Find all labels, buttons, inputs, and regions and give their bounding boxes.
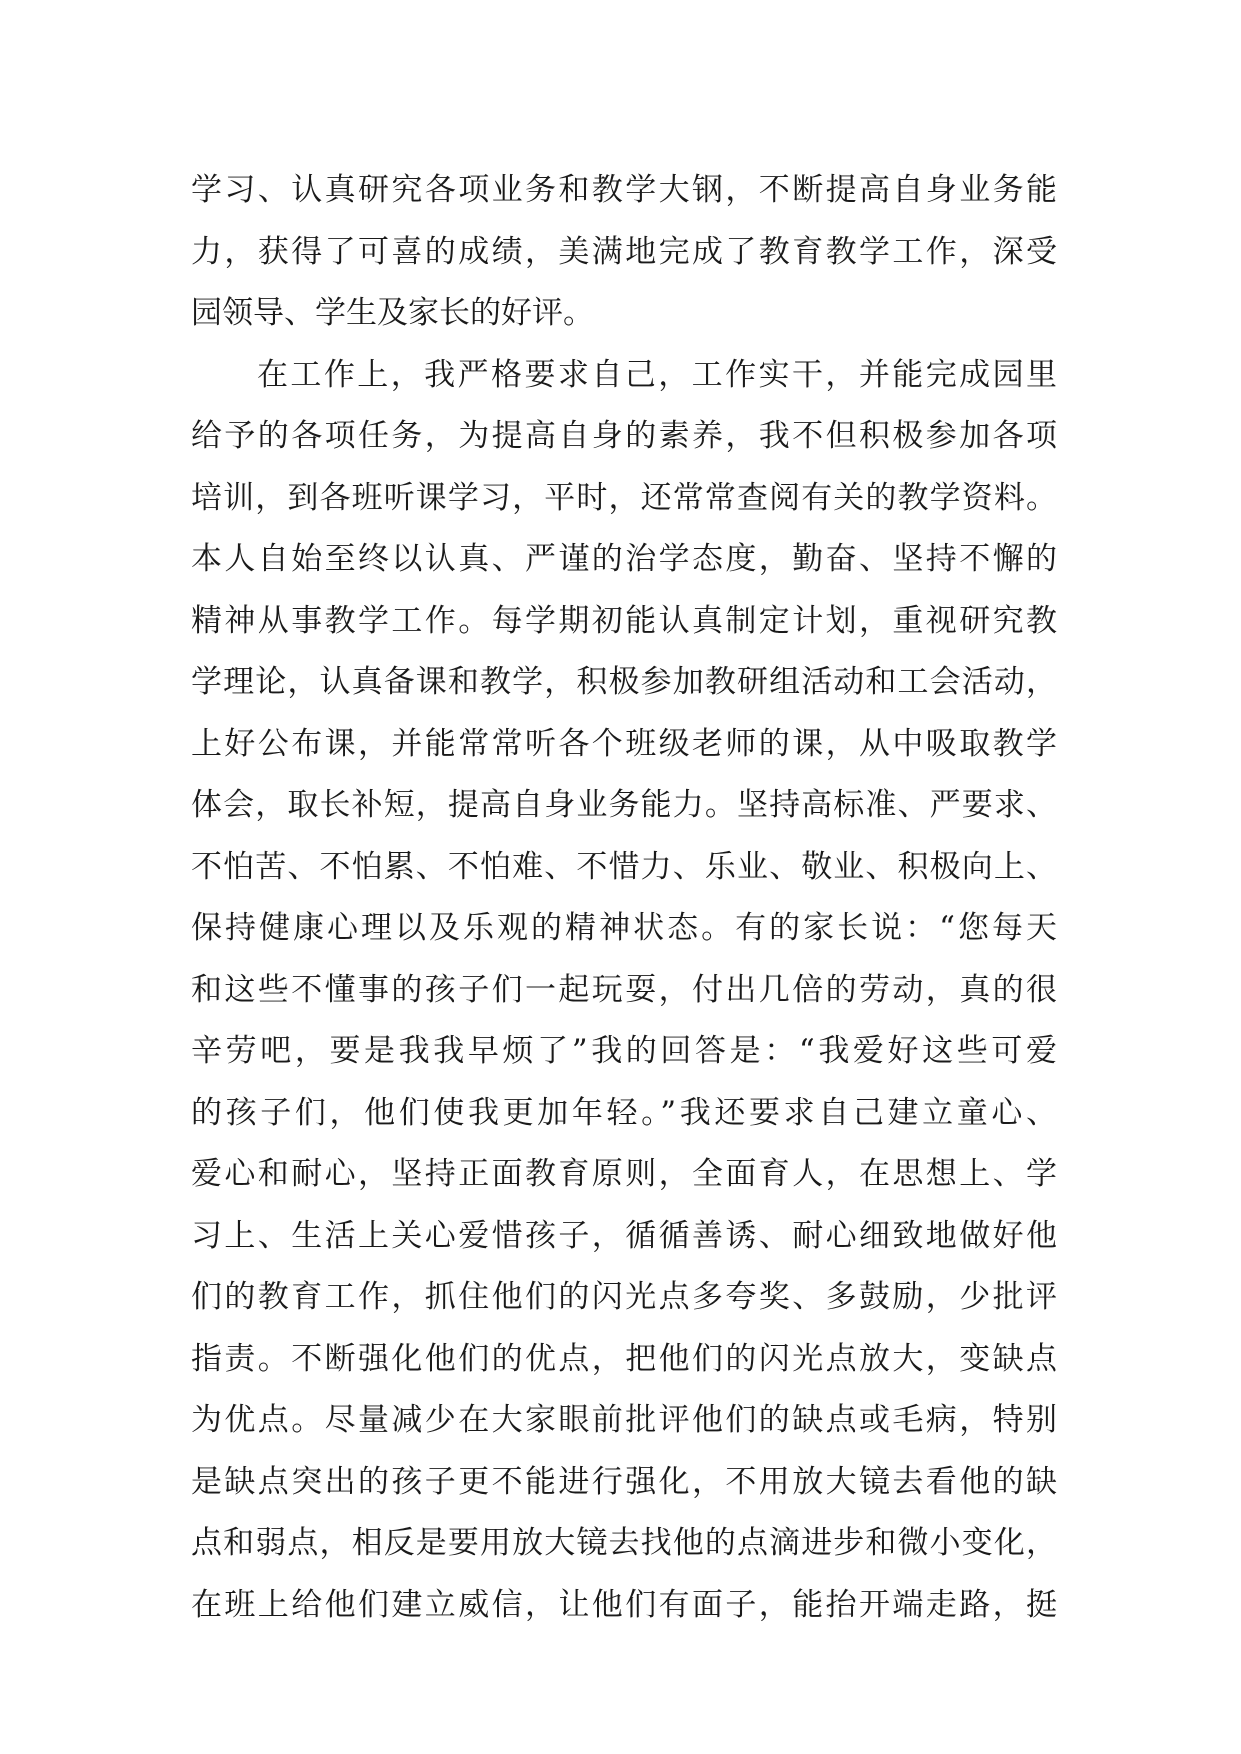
text-line: 上好公布课，并能常常听各个班级老师的课，从中吸取教学 [191, 725, 1057, 762]
text-line: 不怕苦、不怕累、不怕难、不惜力、乐业、敬业、积极向上、 [191, 848, 1057, 885]
text-line: 辛劳吧，要是我我早烦了”我的回答是：“我爱好这些可爱 [191, 1033, 1057, 1069]
text-line: 本人自始至终以认真、严谨的治学态度，勤奋、坚持不懈的 [191, 541, 1057, 577]
body-text [191, 160, 1057, 1636]
text-line: 们的教育工作，抓住他们的闪光点多夸奖、多鼓励，少批评 [191, 1279, 1057, 1315]
paragraph [191, 345, 1057, 1637]
text-line: 是缺点突出的孩子更不能进行强化，不用放大镜去看他的缺 [191, 1463, 1057, 1500]
text-line: 爱心和耐心，坚持正面教育原则，全面育人，在思想上、学 [191, 1156, 1057, 1192]
text-line: 习上、生活上关心爱惜孩子，循循善诱、耐心细致地做好他 [191, 1217, 1057, 1254]
text-line: 学理论，认真备课和教学，积极参加教研组活动和工会活动， [191, 664, 1057, 700]
text-line: 给予的各项任务，为提高自身的素养，我不但积极参加各项 [191, 418, 1057, 454]
text-line: 体会，取长补短，提高自身业务能力。坚持高标准、严要求、 [191, 787, 1057, 823]
text-line: 园领导、学生及家长的好评。 [191, 295, 594, 331]
text-line: 点和弱点，相反是要用放大镜去找他的点滴进步和微小变化， [191, 1525, 1057, 1561]
text-line: 培训，到各班听课学习，平时，还常常查阅有关的教学资料。 [191, 479, 1057, 516]
text-line: 力，获得了可喜的成绩，美满地完成了教育教学工作，深受 [191, 233, 1057, 270]
text-line: 保持健康心理以及乐观的精神状态。有的家长说：“您每天 [191, 910, 1057, 946]
text-line: 指责。不断强化他们的优点，把他们的闪光点放大，变缺点 [191, 1340, 1057, 1377]
text-line: 为优点。尽量减少在大家眼前批评他们的缺点或毛病，特别 [191, 1402, 1057, 1438]
text-line: 在工作上，我严格要求自己，工作实干，并能完成园里 [257, 356, 1057, 393]
text-line: 和这些不懂事的孩子们一起玩耍，付出几倍的劳动，真的很 [191, 971, 1057, 1008]
text-line: 学习、认真研究各项业务和教学大钢，不断提高自身业务能 [191, 172, 1057, 208]
text-line: 精神从事教学工作。每学期初能认真制定计划，重视研究教 [191, 602, 1057, 639]
text-line: 在班上给他们建立威信，让他们有面子，能抬开端走路，挺 [191, 1586, 1057, 1623]
paragraph [191, 160, 1057, 345]
text-line: 的孩子们，他们使我更加年轻。”我还要求自己建立童心、 [191, 1094, 1057, 1131]
